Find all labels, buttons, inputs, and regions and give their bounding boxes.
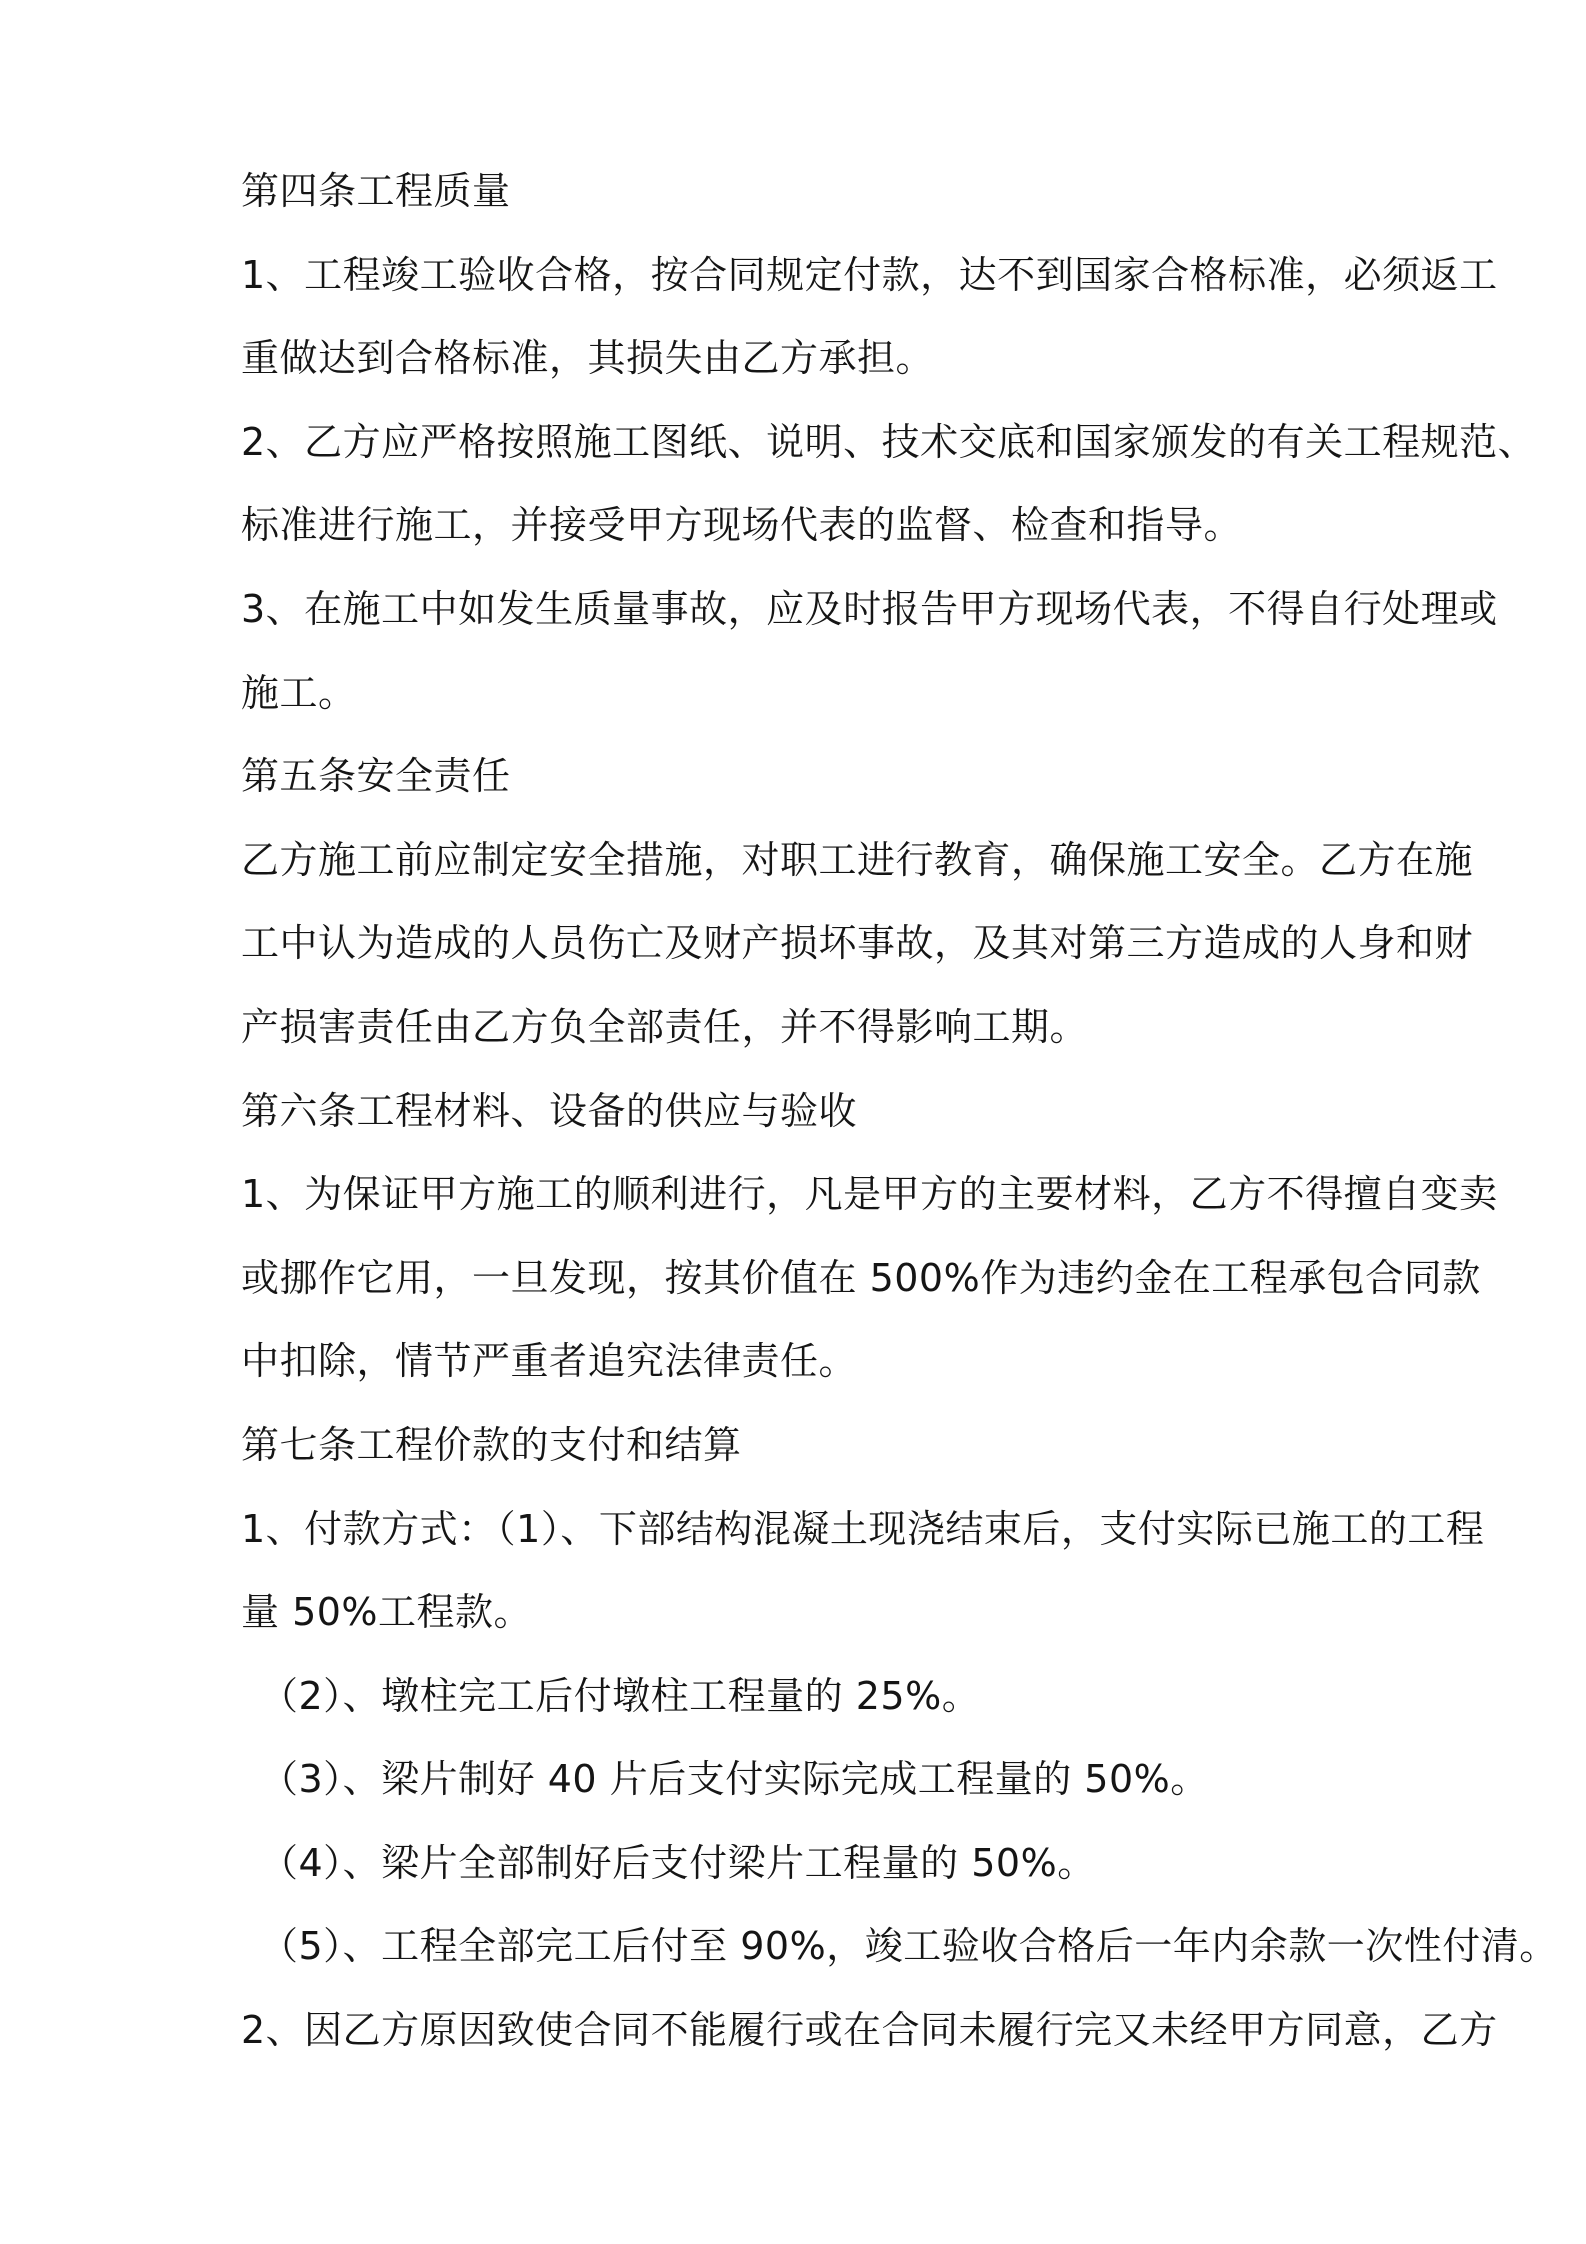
text-line: 产损害责任由乙方负全部责任，并不得影响工期。	[241, 1004, 1089, 1049]
payment-item-5: （5）、工程全部完工后付至 90%，竣工验收合格后一年内余款一次性付清。	[260, 1924, 1558, 1969]
text-line: 1、工程竣工验收合格，按合同规定付款，达不到国家合格标准，必须返工	[241, 252, 1498, 297]
text-line: 施工。	[241, 670, 357, 715]
article-4-heading: 第四条工程质量	[241, 169, 511, 213]
document-page	[241, 150, 1558, 2073]
article-6-heading: 第六条工程材料、设备的供应与验收	[241, 1088, 858, 1133]
text-line: 工中认为造成的人员伤亡及财产损坏事故，及其对第三方造成的人身和财	[241, 921, 1474, 966]
text-line: 标准进行施工，并接受甲方现场代表的监督、检查和指导。	[241, 503, 1243, 548]
text-line: 2、乙方应严格按照施工图纸、说明、技术交底和国家颁发的有关工程规范、	[241, 419, 1537, 464]
text-line: 中扣除，情节严重者追究法律责任。	[241, 1339, 858, 1384]
text-line: 或挪作它用，一旦发现，按其价值在 500%作为违约金在工程承包合同款	[241, 1255, 1481, 1300]
text-line: 重做达到合格标准，其损失由乙方承担。	[241, 336, 935, 381]
payment-item-2: （2）、墩柱完工后付墩柱工程量的 25%。	[260, 1673, 981, 1718]
article-5-heading: 第五条安全责任	[241, 754, 511, 799]
text-line: 2、因乙方原因致使合同不能履行或在合同未履行完又未经甲方同意，乙方	[241, 2008, 1498, 2053]
text-line: 量 50%工程款。	[241, 1590, 533, 1635]
payment-item-4: （4）、梁片全部制好后支付梁片工程量的 50%。	[260, 1840, 1096, 1885]
text-line: 乙方施工前应制定安全措施，对职工进行教育，确保施工安全。乙方在施	[241, 837, 1474, 882]
text-line: 3、在施工中如发生质量事故，应及时报告甲方现场代表，不得自行处理或	[241, 586, 1498, 631]
text-line: 1、为保证甲方施工的顺利进行，凡是甲方的主要材料，乙方不得擅自变卖	[241, 1172, 1498, 1217]
payment-item-3: （3）、梁片制好 40 片后支付实际完成工程量的 50%。	[260, 1757, 1209, 1802]
text-line: 1、付款方式：（1）、下部结构混凝土现浇结束后，支付实际已施工的工程	[241, 1506, 1485, 1551]
article-7-heading: 第七条工程价款的支付和结算	[241, 1422, 742, 1467]
